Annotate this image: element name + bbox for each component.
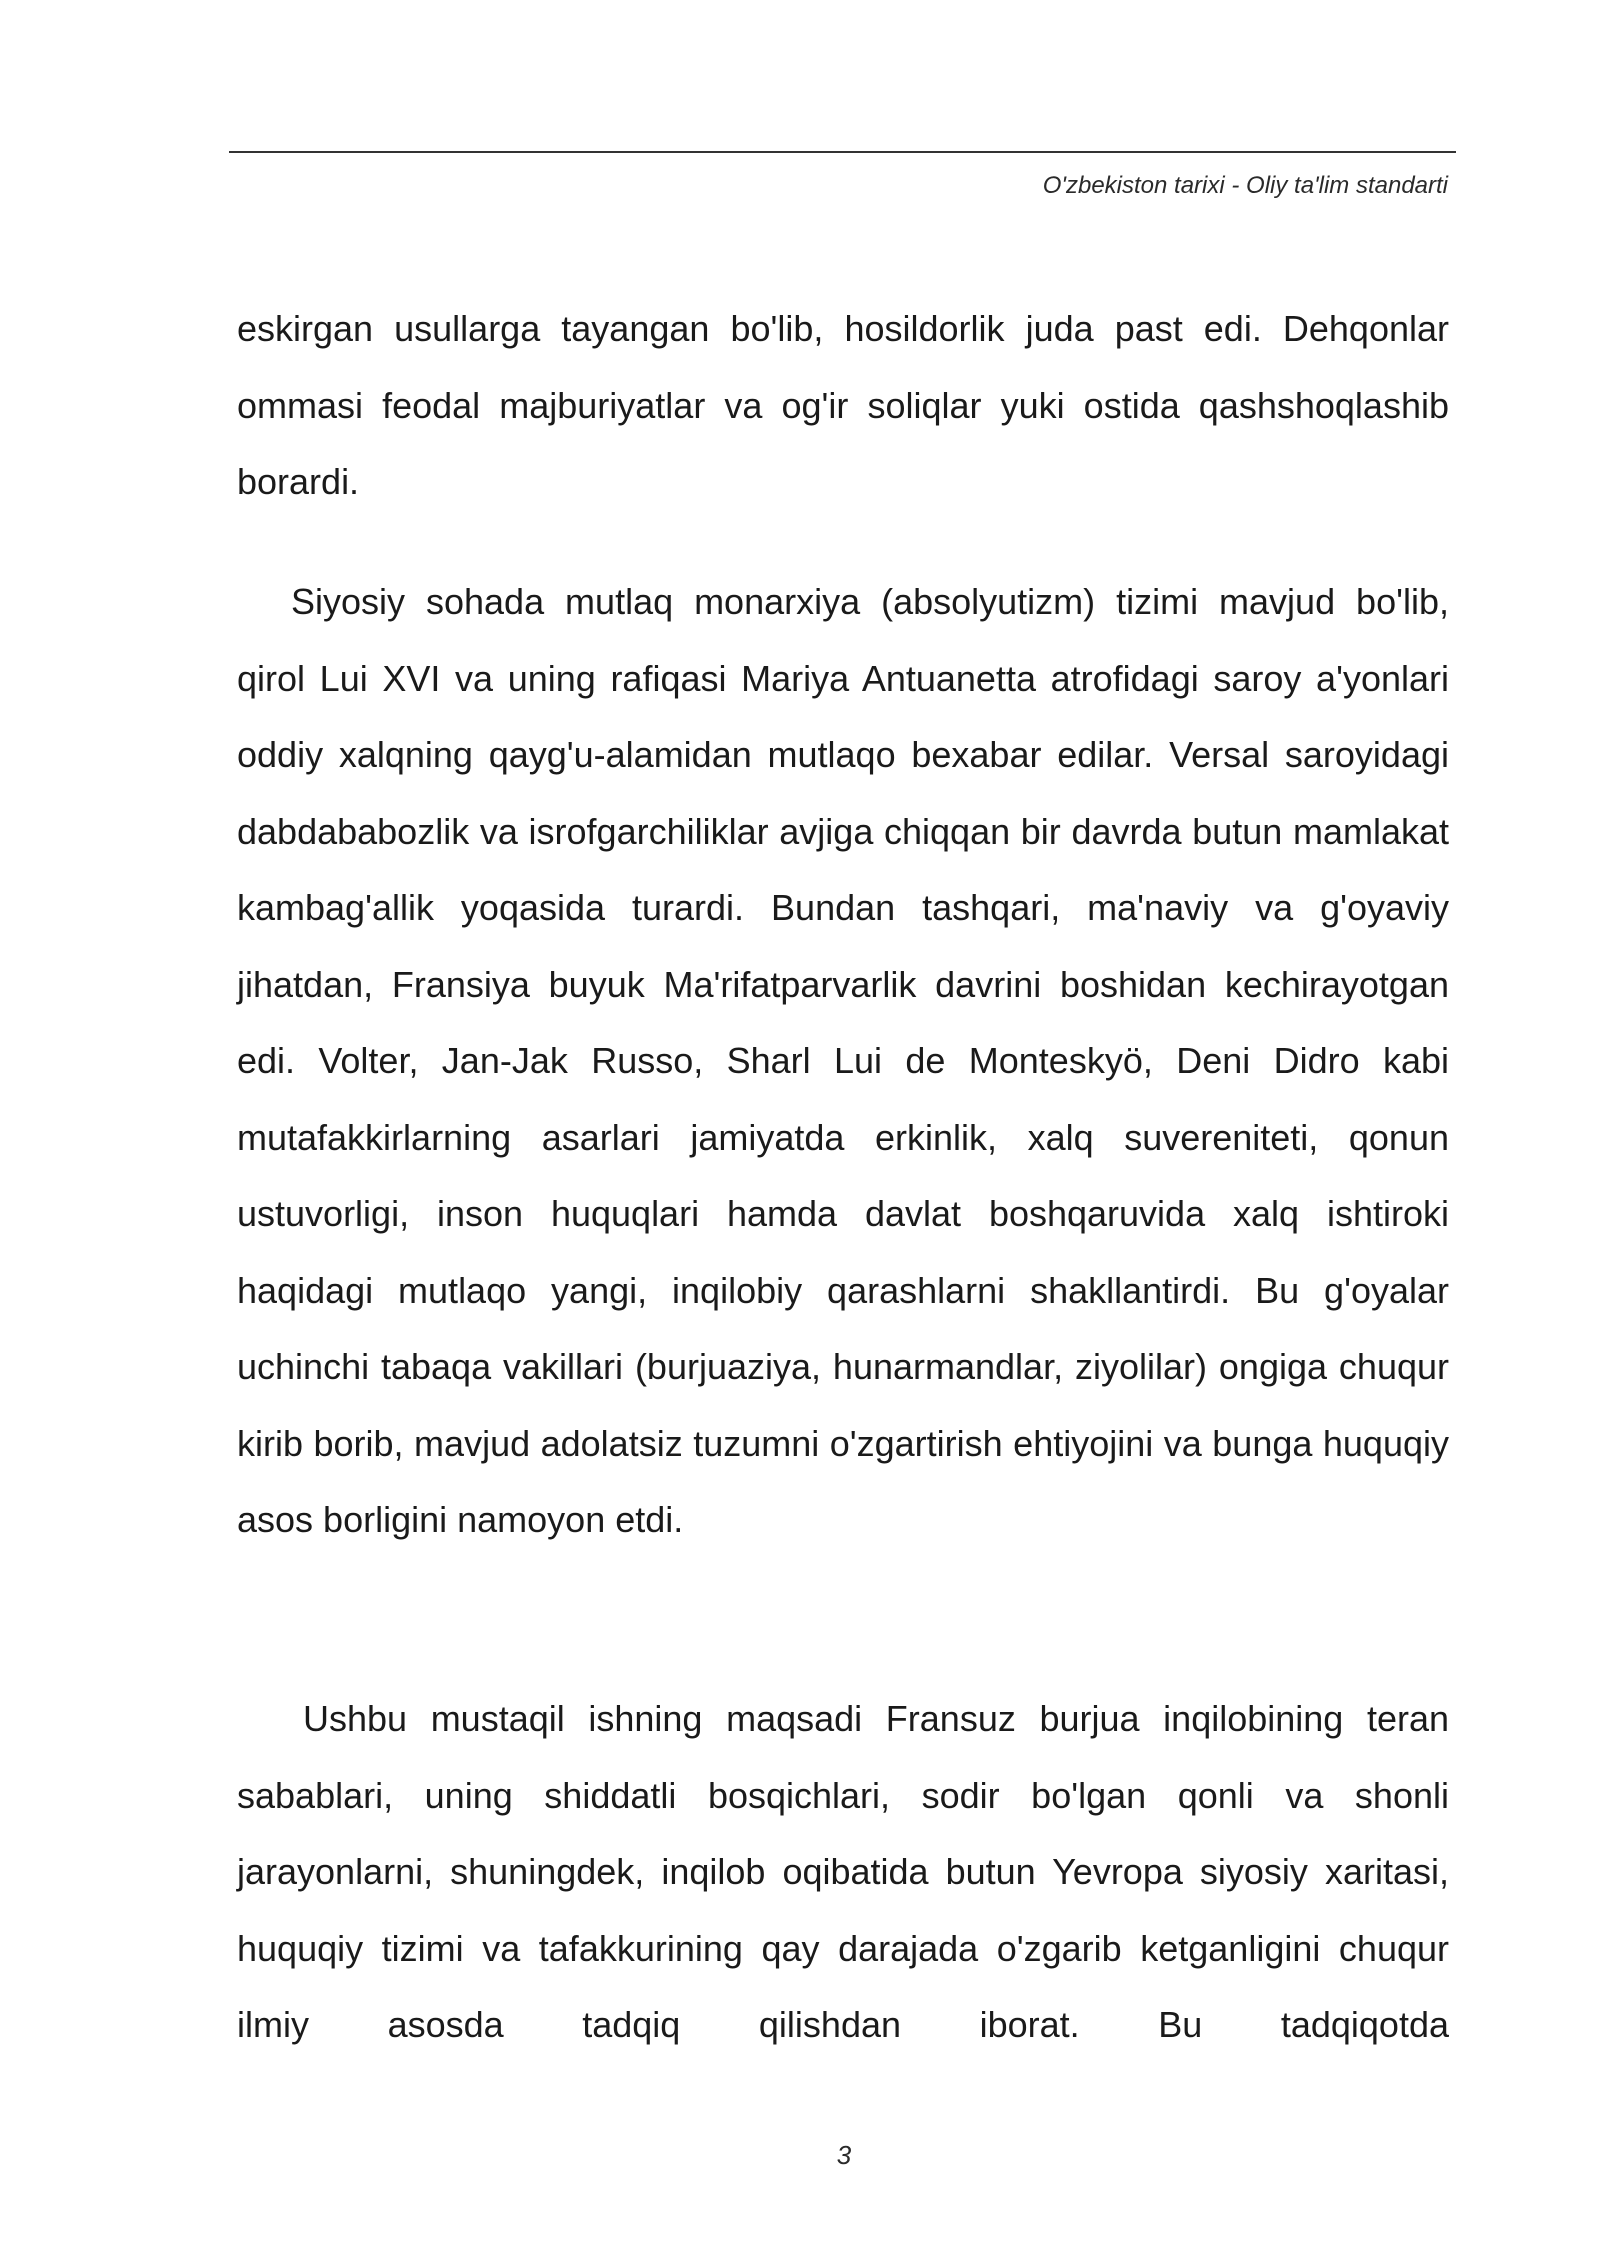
- header-divider: [229, 151, 1456, 153]
- paragraph-1: eskirgan usullarga tayangan bo'lib, hosildorlik juda past edi. Dehqonlar ommasi feodal majburiyatlar va og'ir soliqlar yuki ostida qashshoqlashib borardi.: [237, 308, 1449, 502]
- page-number: 3: [836, 2140, 852, 2170]
- paragraph-3: Ushbu mustaqil ishning maqsadi Fransuz burjua inqilobining teran sabablari, uning shiddatli bosqichlari, sodir bo'lgan qonli va shonli jarayonlarni, shuningdek, inqilob oqibatida butun Yevropa siyosiy xaritasi, huquqiy tizimi va tafakkurining qay darajada o'zgarib ketganligini chuqur ilmiy asosda tadqiq qilishdan iborat. Bu tadqiqotda: [237, 1698, 1449, 2045]
- paragraph-2: Siyosiy sohada mutlaq monarxiya (absolyutizm) tizimi mavjud bo'lib, qirol Lui XVI va uning rafiqasi Mariya Antuanetta atrofidagi saroy a'yonlari oddiy xalqning qayg'u-alamidan mutlaqo bexabar edilar. Versal saroyidagi dabdababozlik va isrofgarchiliklar avjiga chiqqan bir davrda butun mamlakat kambag'allik yoqasida turardi. Bundan tashqari, ma'naviy va g'oyaviy jihatdan, Fransiya buyuk Ma'rifatparvarlik davrini boshidan kechirayotgan edi. Volter, Jan-Jak Russo, Sharl Lui de Monteskyö, Deni Didro kabi mutafakkirlarning asarlari jamiyatda erkinlik, xalq suvereniteti, qonun ustuvorligi, inson huquqlari hamda davlat boshqaruvida xalq ishtiroki haqidagi mutlaqo yangi, inqilobiy qarashlarni shakllantirdi. Bu g'oyalar uchinchi tabaqa vakillari (burjuaziya, hunarmandlar, ziyolilar) ongiga chuqur kirib borib, mavjud adolatsiz tuzumni o'zgartirish ehtiyojini va bunga huquqiy asos borligini namoyon etdi.: [237, 581, 1449, 1540]
- running-header-title: O'zbekiston tarixi - Oliy ta'lim standarti: [1042, 172, 1448, 199]
